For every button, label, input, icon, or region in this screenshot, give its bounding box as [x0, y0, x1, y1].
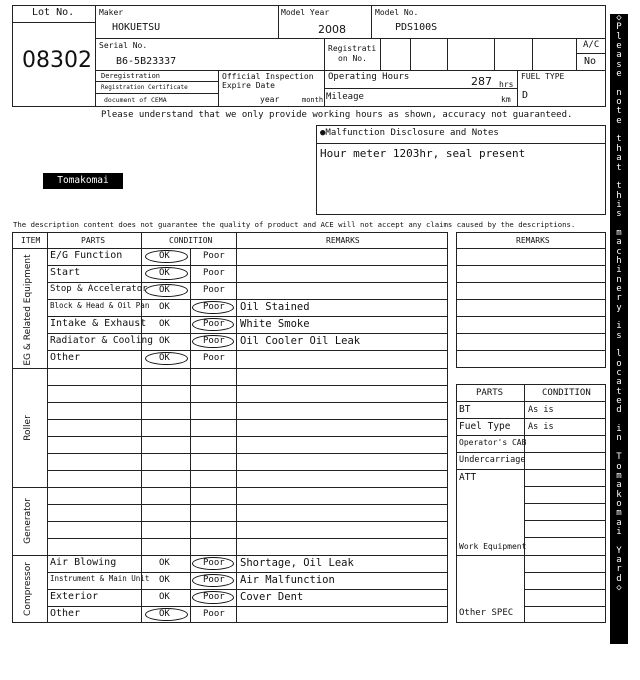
month-label: month	[302, 96, 324, 104]
work-equipment-label: Work Equipment	[459, 542, 527, 551]
remark-text: White Smoke	[240, 318, 310, 330]
ok-option[interactable]: OK	[159, 251, 170, 261]
right-condition-value: As is	[528, 422, 554, 432]
parts-header: PARTS	[81, 236, 106, 245]
ok-option[interactable]: OK	[159, 302, 170, 312]
right-parts-header: PARTS	[476, 388, 504, 398]
part-name: Instrument & Main Unit	[50, 574, 150, 583]
part-name: Block & Head & Oil Pan	[50, 301, 150, 310]
maker-label: Maker	[99, 8, 124, 17]
malfunction-box	[316, 125, 606, 215]
remark-text: Oil Cooler Oil Leak	[240, 335, 361, 347]
deregistration-label: Deregistration	[101, 72, 161, 80]
registration-certificate-label: Registration Certificate	[101, 84, 188, 91]
remarks-header: REMARKS	[326, 236, 360, 245]
disclaimer: The description content does not guarantee the quality of product and ACE will not accept any claims caused by the descriptions.	[13, 220, 576, 229]
ok-option[interactable]: OK	[159, 353, 170, 363]
maker-value: HOKUETSU	[112, 22, 161, 33]
ok-option[interactable]: OK	[159, 609, 170, 619]
km-unit: km	[501, 95, 511, 104]
right-condition-value: As is	[528, 405, 554, 415]
document-of-cema-label: document of CEMA	[104, 96, 167, 104]
model-no-label: Model No.	[375, 8, 419, 17]
yard-badge-label: Tomakomai Yard	[57, 175, 109, 202]
fuel-type-value: D	[522, 90, 529, 101]
poor-option[interactable]: Poor	[203, 251, 225, 261]
poor-option[interactable]: Poor	[203, 575, 225, 585]
other-spec-label: Other SPEC	[459, 608, 514, 618]
operating-hours-label: Operating Hours	[328, 72, 410, 82]
ok-option[interactable]: OK	[159, 268, 170, 278]
ok-option[interactable]: OK	[159, 285, 170, 295]
part-name: Start	[50, 267, 81, 278]
right-condition-header: CONDITION	[542, 388, 591, 398]
poor-option[interactable]: Poor	[203, 319, 225, 329]
part-name: Other	[50, 352, 81, 363]
poor-option[interactable]: Poor	[203, 353, 225, 363]
condition-header: CONDITION	[169, 236, 213, 245]
item-header: ITEM	[21, 236, 41, 245]
hrs-unit: hrs	[499, 80, 514, 89]
part-name: E/G Function	[50, 250, 123, 261]
section-generator-label: Generator	[23, 498, 33, 544]
side-banner	[610, 14, 628, 644]
poor-option[interactable]: Poor	[203, 302, 225, 312]
ok-option[interactable]: OK	[159, 558, 170, 568]
inspection-label-1: Official Inspection	[222, 72, 314, 81]
yard-badge	[43, 173, 123, 202]
remark-text: Oil Stained	[240, 301, 310, 313]
mileage-label: Mileage	[326, 92, 364, 102]
poor-option[interactable]: Poor	[203, 558, 225, 568]
right-part-name: Fuel Type	[459, 421, 511, 432]
serial-no-value: B6-5B23337	[116, 56, 177, 67]
part-name: Intake & Exhaust	[50, 318, 147, 329]
right-part-name: Operator's CAB	[459, 438, 527, 447]
registration-no-label-1: Registrati	[328, 44, 377, 53]
registration-no-label-2: on No.	[338, 54, 367, 63]
malfunction-text: Hour meter 1203hr, seal present	[320, 147, 526, 160]
malfunction-title: ●Malfunction Disclosure and Notes	[320, 128, 499, 138]
remark-text: Shortage, Oil Leak	[240, 557, 354, 569]
section-eg-label: EG & Related Equipment	[23, 254, 33, 366]
operating-hours-value: 287	[471, 75, 492, 88]
side-banner-text: ◇ P l e a s e n o t e t h a t t h i s m a c h i n e r y i s l o c a t e d i n T o m a k o m a i Y a r d ◇	[616, 13, 622, 593]
lot-no-label: Lot No.	[32, 7, 75, 18]
section-compressor-label: Compressor	[23, 562, 33, 616]
right-remarks-header: REMARKS	[516, 236, 550, 245]
ok-option[interactable]: OK	[159, 319, 170, 329]
part-name: Air Blowing	[50, 557, 117, 568]
ac-label: A/C	[583, 40, 600, 50]
right-part-name: ATT	[459, 472, 477, 483]
part-name: Other	[50, 608, 81, 619]
part-name: Stop & Accelerator	[50, 284, 148, 294]
model-year-label: Model Year	[281, 8, 330, 17]
hours-notice: Please understand that we only provide working hours as shown, accuracy not guaranteed.	[101, 110, 573, 120]
fuel-type-label: FUEL TYPE	[521, 72, 565, 81]
poor-option[interactable]: Poor	[203, 268, 225, 278]
ok-option[interactable]: OK	[159, 592, 170, 602]
right-part-name: BT	[459, 404, 471, 415]
serial-no-label: Serial No.	[99, 41, 148, 50]
lot-no-value: 08302	[22, 48, 92, 73]
remark-text: Air Malfunction	[240, 574, 335, 586]
remark-text: Cover Dent	[240, 591, 304, 603]
model-no-value: PDS100S	[395, 22, 438, 33]
year-label: year	[260, 95, 280, 104]
ac-value: No	[584, 56, 597, 67]
part-name: Radiator & Cooling	[50, 335, 153, 346]
ok-option[interactable]: OK	[159, 575, 170, 585]
poor-option[interactable]: Poor	[203, 285, 225, 295]
ok-option[interactable]: OK	[159, 336, 170, 346]
part-name: Exterior	[50, 591, 99, 602]
section-roller-label: Roller	[23, 415, 33, 441]
poor-option[interactable]: Poor	[203, 609, 225, 619]
model-year-value: 2008	[318, 23, 346, 36]
right-remarks-table	[456, 232, 606, 368]
poor-option[interactable]: Poor	[203, 336, 225, 346]
inspection-label-2: Expire Date	[222, 81, 275, 90]
right-part-name: Undercarriage	[459, 455, 526, 465]
poor-option[interactable]: Poor	[203, 592, 225, 602]
